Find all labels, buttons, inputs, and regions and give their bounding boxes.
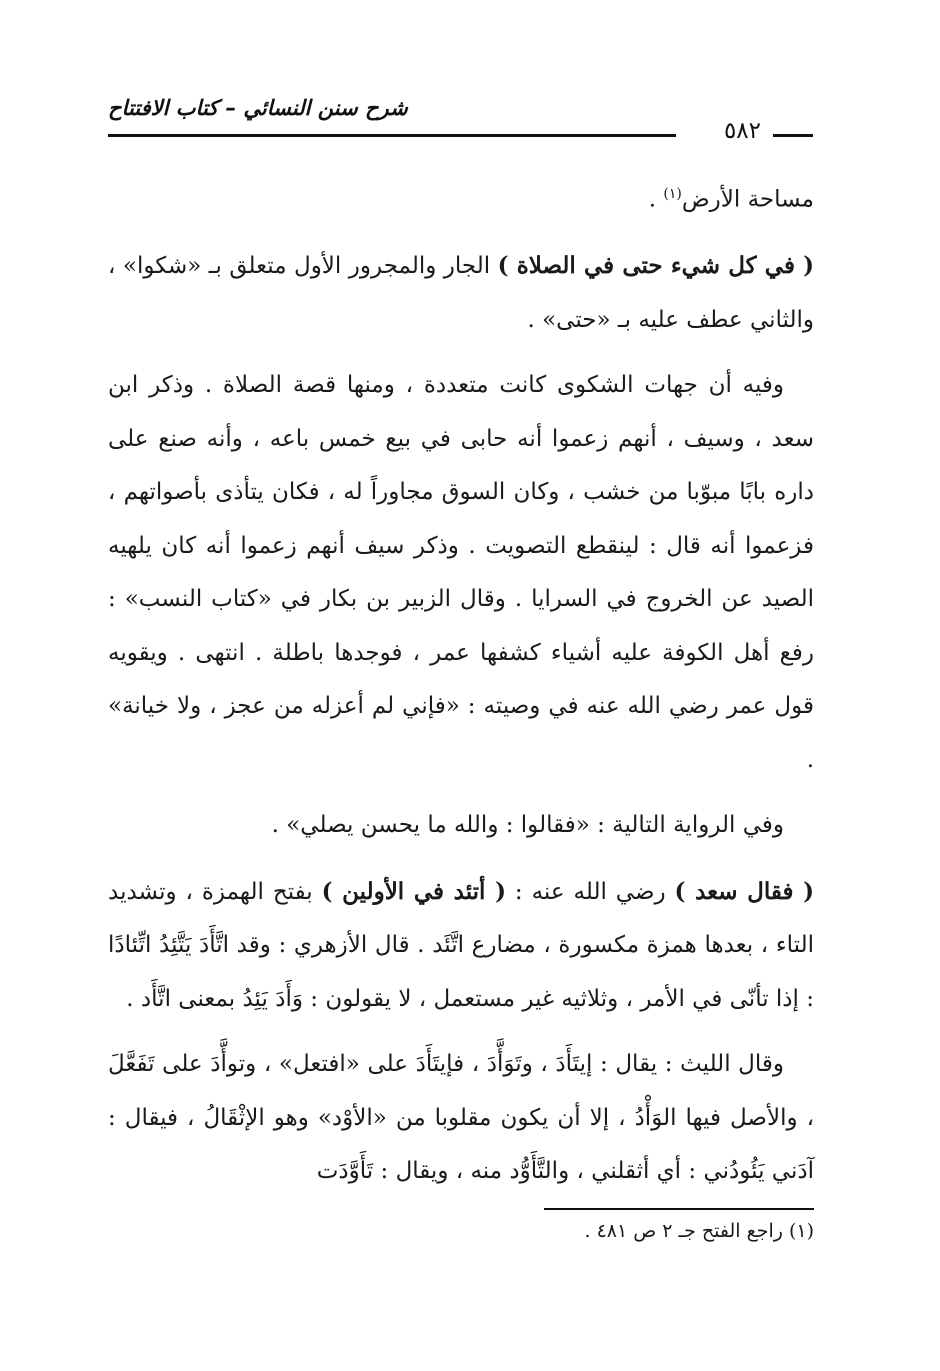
paragraph-2 xyxy=(108,239,814,347)
main-text xyxy=(108,168,814,1199)
paragraph-text: وقال الليث : يقال : إيتَأَدَ ، وتَوَأَّدَ ، فإيتَأَدَ على «افتعل» ، وتوأَّدَ على تَفَعَّلَ ، والأصل فيها الوَأْدُ ، إلا أن يكون مقلوبا من «الأوْد» وهو الإثْقَالُ ، فيقال : آدَني يَئُودُني : أي أثقلني ، والتَّأَوُّد منه ، ويقال : تَأَوَّدَت xyxy=(108,1051,814,1185)
paragraph-text: وفيه أن جهات الشكوى كانت متعددة ، ومنها قصة الصلاة . وذكر ابن سعد ، وسيف ، أنهم زعموا أنه حابى في بيع خمس باعه ، وأنه صنع على داره بابًا مبوّبا من خشب ، وكان السوق مجاوراً له ، فكان يتأذى بأصواتهم ، فزعموا أنه قال : لينقطع التصويت . وذكر سيف أنهم زعموا أنه كان يلهيه الصيد عن الخروج في السرايا . وقال الزبير بن بكار في «كتاب النسب» : رفع أهل الكوفة عليه أشياء كشفها عمر ، فوجدها باطلة . انتهى . ويقويه قول عمر رضي الله عنه في وصيته : «فإني لم أعزله من عجز ، ولا خيانة» . xyxy=(108,372,814,773)
footnote-rule xyxy=(544,1208,814,1210)
running-title: شرح سنن النسائي – كتاب الافتتاح xyxy=(108,96,408,120)
paragraph-6 xyxy=(108,1038,814,1199)
paragraph-text: . xyxy=(648,186,664,213)
paragraph-4 xyxy=(108,799,814,853)
footnote: (١) راجع الفتح جـ ٢ ص ٤٨١ . xyxy=(584,1220,814,1242)
paragraph-text: وفي الرواية التالية : «فقالوا : والله ما يحسن يصلي» . xyxy=(271,812,784,839)
page-header xyxy=(108,92,813,158)
paragraph-text: بفتح الهمزة ، وتشديد التاء ، بعدها همزة مكسورة ، مضارع اتَّئَد . قال الأزهري : وقد اتَّأَدَ يَتَّئِدُ اتِّئادًا : إذا تأنّى في الأمر ، وثلاثيه غير مستعمل ، لا يقولون : وَأَدَ يَئِدُ بمعنى اتَّأَد . xyxy=(108,878,814,1012)
paragraph-text: رضي الله عنه : xyxy=(505,878,675,905)
quoted-phrase: ( في كل شيء حتى في الصلاة ) xyxy=(497,252,814,280)
footnote-reference[interactable]: (١) xyxy=(663,186,682,202)
paragraph-3 xyxy=(108,359,814,787)
quoted-phrase: ( فقال سعد ) xyxy=(674,877,814,905)
paragraph-1 xyxy=(108,168,814,227)
header-rule-short xyxy=(773,134,813,137)
paragraph-text: الجار والمجرور الأول متعلق بـ «شكوا» ، والثاني عطف عليه بـ «حتى» . xyxy=(108,253,814,333)
header-rule xyxy=(108,134,676,137)
paragraph-text: مساحة الأرض xyxy=(681,186,814,213)
paragraph-5 xyxy=(108,865,814,1027)
quoted-phrase: ( أتئد في الأولين ) xyxy=(321,877,506,905)
page-number: ٥٨٢ xyxy=(723,118,761,144)
